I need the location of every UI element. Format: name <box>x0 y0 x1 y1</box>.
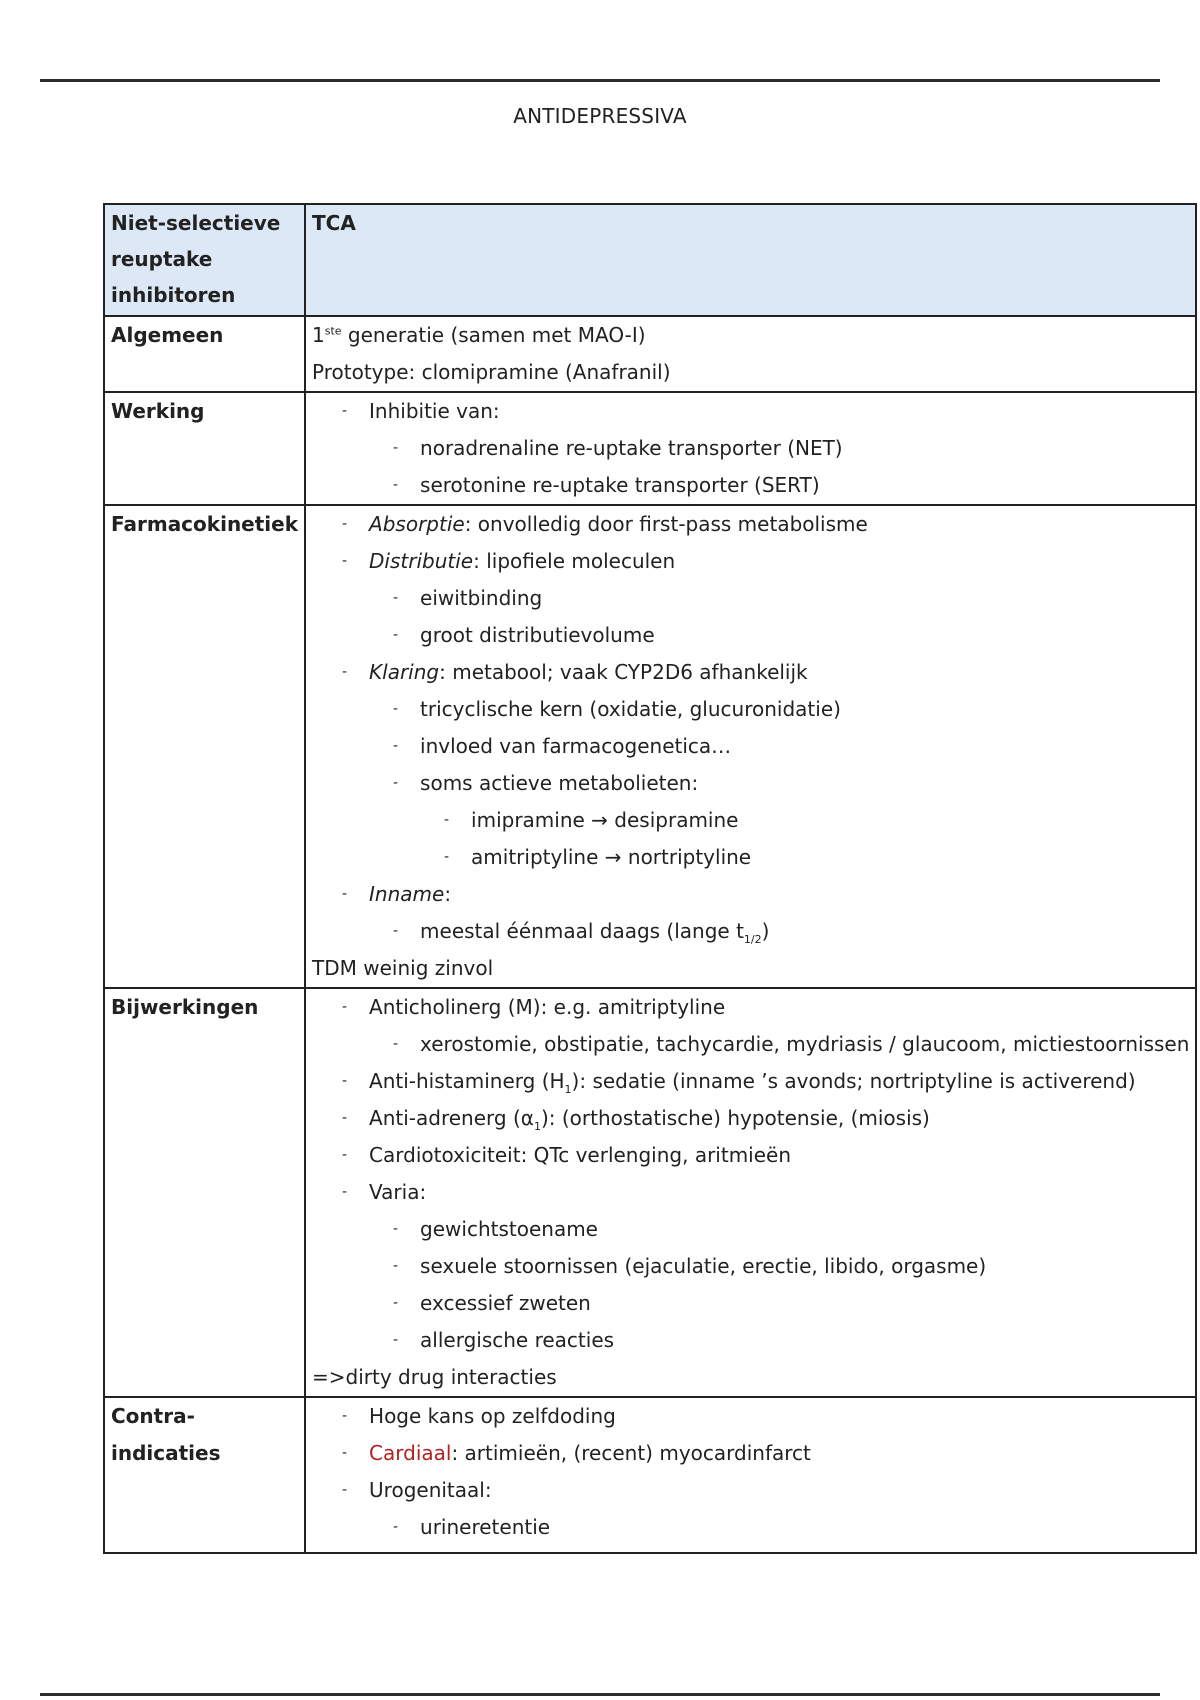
header-label: Niet-selectieve reuptake inhibitoren <box>104 204 305 316</box>
tdm-line: TDM weinig zinvol <box>312 956 494 980</box>
list-item: - Hoge kans op zelfdoding <box>342 1404 616 1428</box>
list-item: - amitriptyline → nortriptyline <box>444 845 752 869</box>
list-item: - serotonine re-uptake transporter (SERT) <box>393 473 820 497</box>
dirty-drug-line: =>dirty drug interacties <box>312 1365 557 1389</box>
list-item: - sexuele stoornissen (ejaculatie, erectie, libido, orgasme) <box>393 1254 987 1278</box>
list-item: - Urogenitaal: <box>342 1478 492 1502</box>
list-item: - invloed van farmacogenetica… <box>393 734 732 758</box>
list-item: - Anti-histaminerg $(H_1)$: sedatie (inname ’s avonds; nortriptyline is activerend) <box>342 1069 1136 1096</box>
list-item: - groot distributievolume <box>393 623 655 647</box>
table-row-bijwerkingen <box>104 988 1196 1397</box>
prototype-line: Prototype: clomipramine (Anafranil) <box>312 360 671 384</box>
list-item: - soms actieve metabolieten: <box>393 771 699 795</box>
row-label-bijwerkingen: Bijwerkingen <box>104 988 305 1397</box>
page-title: ANTIDEPRESSIVA <box>513 104 687 128</box>
list-item: - eiwitbinding <box>393 586 543 610</box>
list-item: - tricyclische kern (oxidatie, glucuronidatie) <box>393 697 841 721</box>
list-item: - Anti-adrenerg $(\alpha_1)$: (orthostatische) hypotensie, (miosis) <box>342 1106 930 1133</box>
list-item: - Anticholinerg (M): e.g. amitriptyline <box>342 995 726 1019</box>
row-content-werking <box>305 392 1196 505</box>
row-content-farmacokinetiek <box>305 505 1196 988</box>
row-label-werking: Werking <box>104 392 305 505</box>
list-item: - Cardiotoxiciteit: QTc verlenging, aritmieën <box>342 1143 792 1167</box>
list-item: - Klaring: metabool; vaak CYP2D6 afhankelijk <box>342 660 808 684</box>
table-row-werking <box>104 392 1196 505</box>
table-header-row <box>104 204 1196 316</box>
list-item: - Absorptie: onvolledig door first-pass metabolisme <box>342 512 868 536</box>
list-item: - imipramine → desipramine <box>444 808 739 832</box>
generation-line: 1ste generatie (samen met MAO-I) <box>312 323 646 347</box>
row-content-bijwerkingen <box>305 988 1196 1397</box>
list-item: - Distributie: lipofiele moleculen <box>342 549 676 573</box>
list-item: - xerostomie, obstipatie, tachycardie, mydriasis / glaucoom, mictiestoornissen <box>393 1032 1190 1056</box>
list-item: - gewichtstoename <box>393 1217 598 1241</box>
footer-rule <box>40 1693 1160 1696</box>
row-content-algemeen <box>305 316 1196 392</box>
row-content-contra-indicaties <box>305 1397 1196 1553</box>
list-item: - noradrenaline re-uptake transporter (NET) <box>393 436 843 460</box>
list-item: - Varia: <box>342 1180 427 1204</box>
header-rule <box>40 79 1160 82</box>
row-label-contra-indicaties: Contra-indicaties <box>104 1397 305 1553</box>
table-row-algemeen <box>104 316 1196 392</box>
table-row-farmacokinetiek <box>104 505 1196 988</box>
list-item: - urineretentie <box>393 1515 551 1539</box>
list-item: - excessief zweten <box>393 1291 591 1315</box>
row-label-farmacokinetiek: Farmacokinetiek <box>104 505 305 988</box>
list-item: - Inname: <box>342 882 452 906</box>
header-value: TCA <box>305 204 1196 316</box>
list-item: - meestal éénmaal daags (lange $t_{1/2}$) <box>393 919 770 946</box>
list-item: - Inhibitie van: <box>342 399 500 423</box>
list-item: - allergische reacties <box>393 1328 615 1352</box>
row-label-algemeen: Algemeen <box>104 316 305 392</box>
tca-table <box>103 203 1197 1554</box>
list-item: - Cardiaal: artimieën, (recent) myocardinfarct <box>342 1441 811 1465</box>
table-row-contra-indicaties <box>104 1397 1196 1553</box>
